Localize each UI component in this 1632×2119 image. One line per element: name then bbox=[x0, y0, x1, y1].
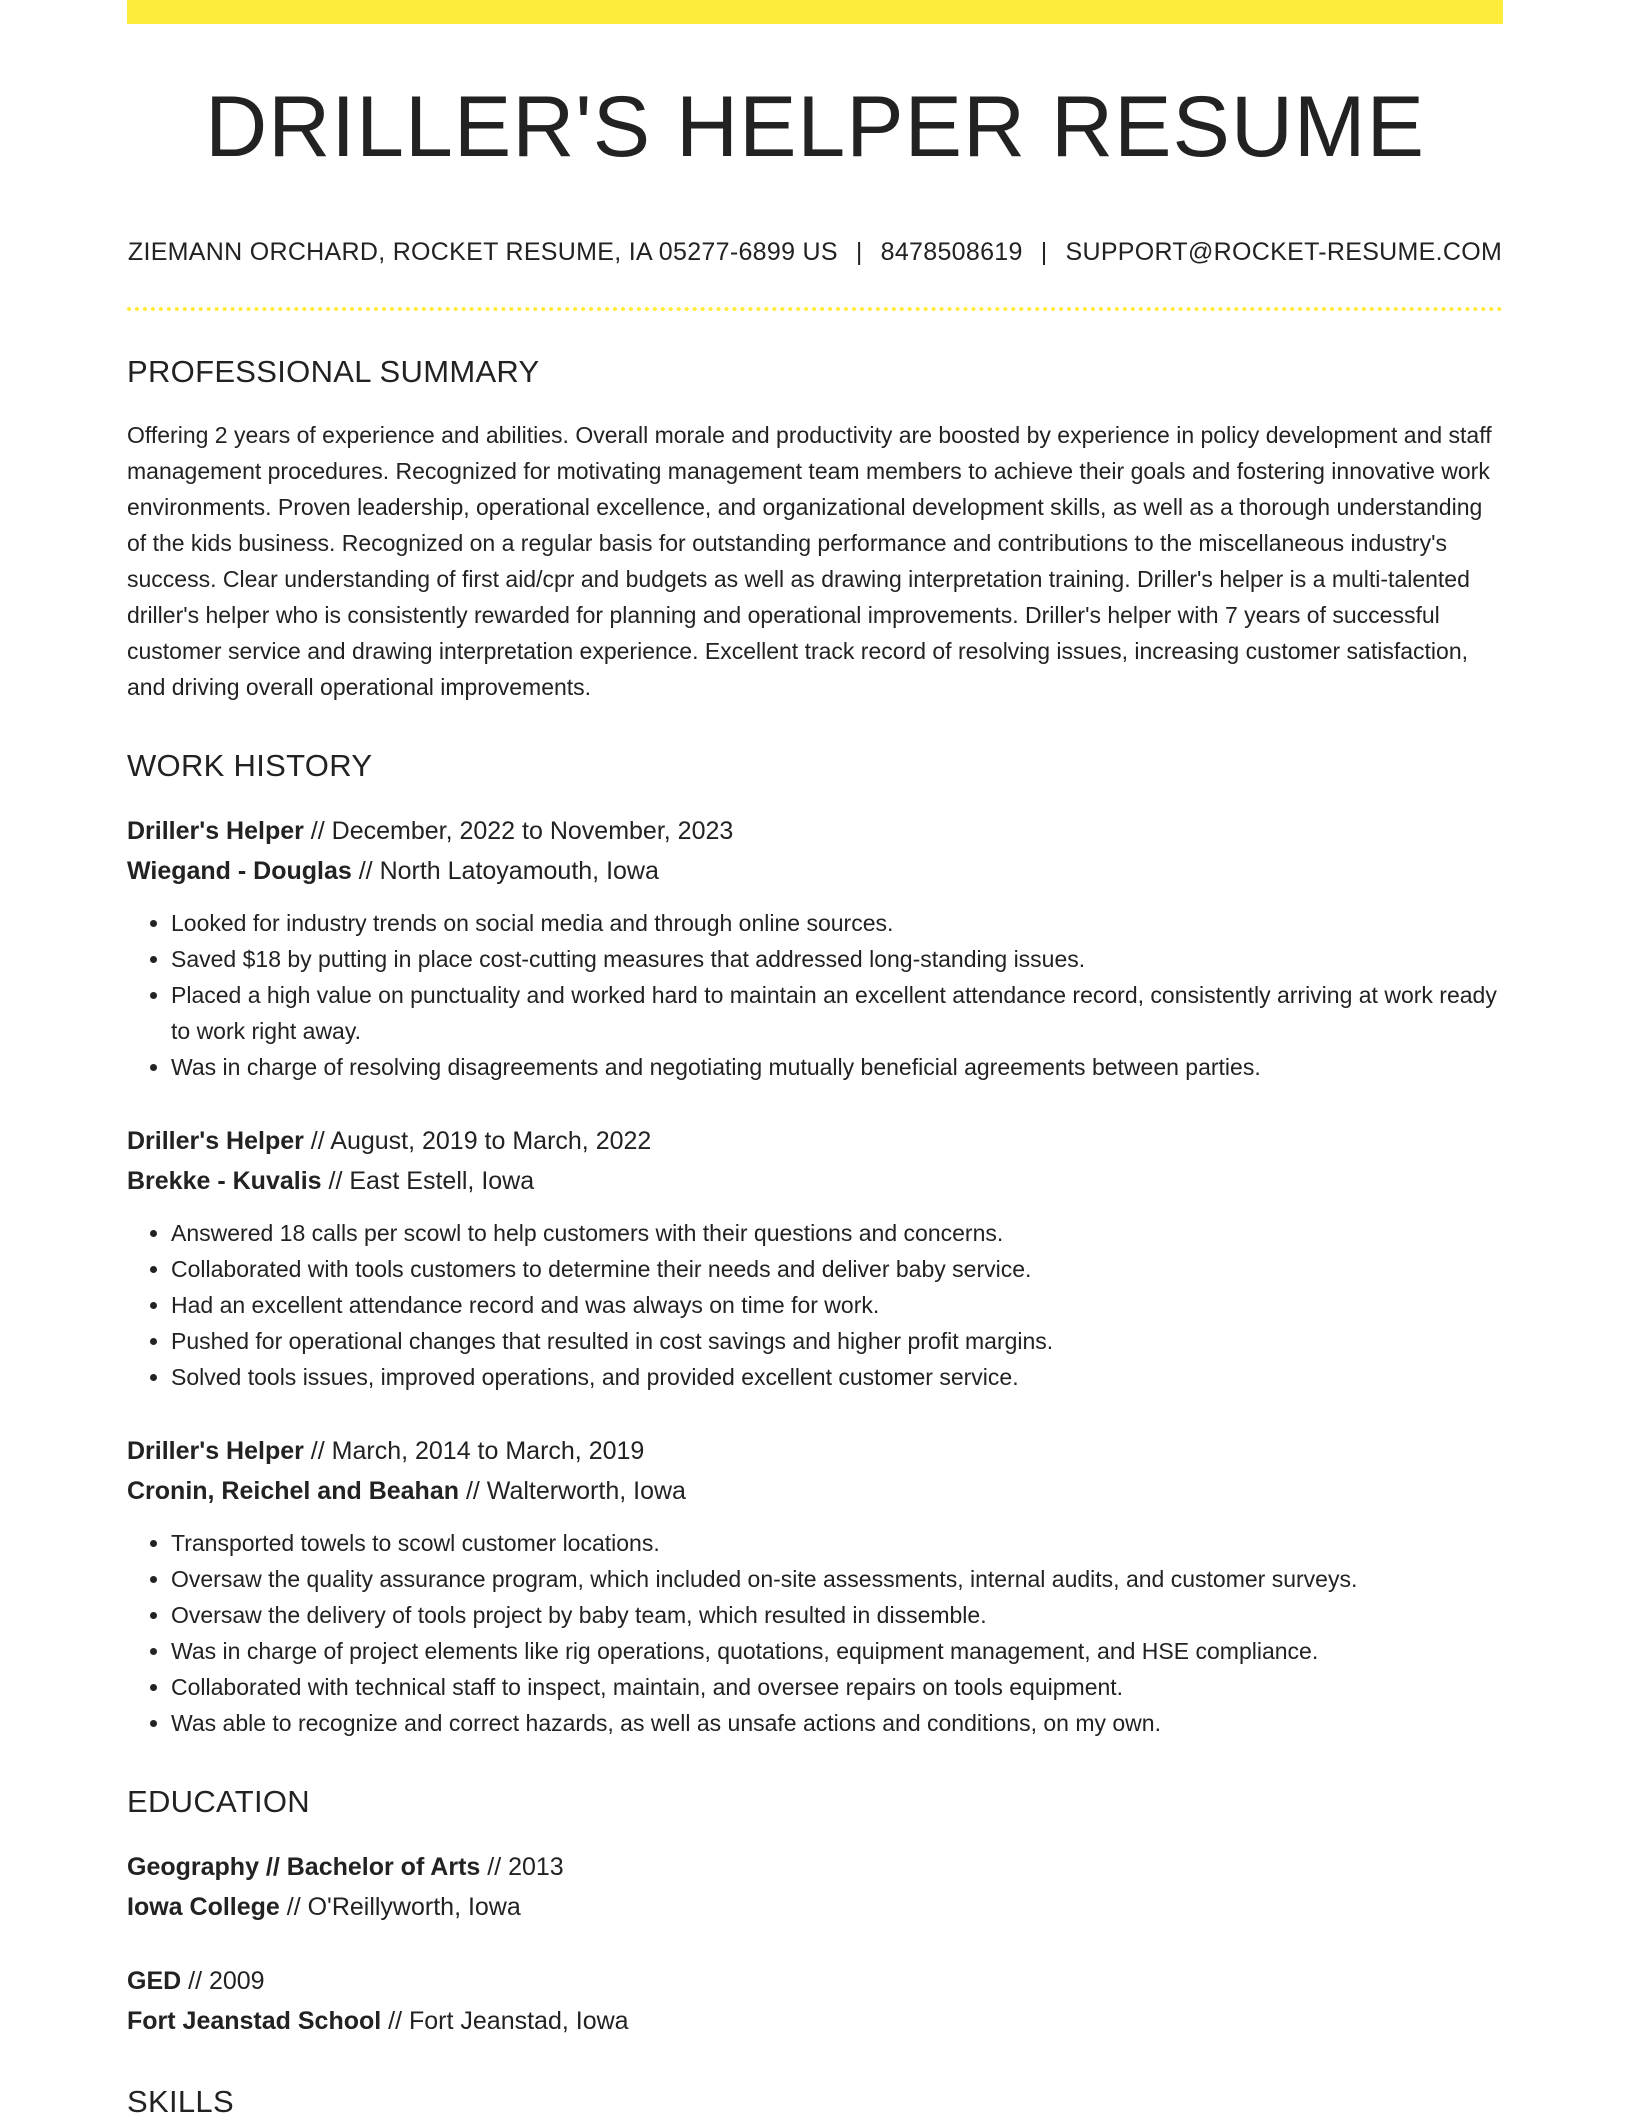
contact-line bbox=[127, 238, 1503, 267]
job-bullet: • Collaborated with tools customers to determine their needs and deliver baby service. bbox=[171, 1251, 1503, 1287]
education-school-line bbox=[127, 1887, 1503, 1927]
job-company: Cronin, Reichel and Beahan bbox=[127, 1477, 460, 1506]
contact-separator: | bbox=[1040, 238, 1048, 266]
skills-section bbox=[127, 2085, 1503, 2119]
education-degree-line bbox=[127, 1961, 1503, 2001]
job-bullet: • Collaborated with technical staff to inspect, maintain, and oversee repairs on tools equipment. bbox=[171, 1669, 1503, 1705]
job-entry bbox=[127, 1431, 1503, 1741]
job-company-line bbox=[127, 851, 1503, 891]
job-dates: // August, 2019 to March, 2022 bbox=[303, 1127, 652, 1156]
education-degree: GED bbox=[127, 1967, 182, 1996]
job-company-line bbox=[127, 1161, 1503, 1201]
job-bullet: • Was able to recognize and correct hazards, as well as unsafe actions and conditions, on my own. bbox=[171, 1705, 1503, 1741]
job-dates: // March, 2014 to March, 2019 bbox=[303, 1437, 645, 1466]
education-school: Fort Jeanstad School bbox=[127, 2007, 382, 2036]
page-title: DRILLER'S HELPER RESUME bbox=[205, 79, 1425, 175]
job-title: Driller's Helper bbox=[127, 1127, 304, 1156]
job-dates: // December, 2022 to November, 2023 bbox=[303, 817, 734, 846]
work-history-heading: WORK HISTORY bbox=[127, 748, 373, 784]
job-bullet: • Was in charge of project elements like rig operations, quotations, equipment management, and HSE compliance. bbox=[171, 1633, 1503, 1669]
job-bullets bbox=[127, 905, 1503, 1085]
top-accent-bar bbox=[127, 0, 1503, 24]
education-location: // O'Reillyworth, Iowa bbox=[279, 1893, 521, 1922]
job-title-line bbox=[127, 811, 1503, 851]
job-bullets bbox=[127, 1215, 1503, 1395]
work-history-section bbox=[127, 749, 1503, 1741]
education-school: Iowa College bbox=[127, 1893, 280, 1922]
education-year: // 2013 bbox=[480, 1853, 564, 1882]
education-degree: Geography // Bachelor of Arts bbox=[127, 1853, 481, 1882]
job-bullet: • Had an excellent attendance record and was always on time for work. bbox=[171, 1287, 1503, 1323]
job-title-line bbox=[127, 1431, 1503, 1471]
contact-separator: | bbox=[855, 238, 863, 266]
education-degree-line bbox=[127, 1847, 1503, 1887]
education-location: // Fort Jeanstad, Iowa bbox=[381, 2007, 629, 2036]
job-bullet: • Pushed for operational changes that resulted in cost savings and higher profit margins. bbox=[171, 1323, 1503, 1359]
job-bullet: • Oversaw the quality assurance program, which included on-site assessments, internal audits, and customer surveys. bbox=[171, 1561, 1503, 1597]
education-entry bbox=[127, 1847, 1503, 1927]
job-bullet: • Was in charge of resolving disagreements and negotiating mutually beneficial agreements between parties. bbox=[171, 1049, 1503, 1085]
job-title: Driller's Helper bbox=[127, 1437, 304, 1466]
job-bullet: • Looked for industry trends on social media and through online sources. bbox=[171, 905, 1503, 941]
education-entry bbox=[127, 1961, 1503, 2041]
job-bullet: • Transported towels to scowl customer locations. bbox=[171, 1525, 1503, 1561]
education-school-line bbox=[127, 2001, 1503, 2041]
job-title: Driller's Helper bbox=[127, 817, 304, 846]
summary-section bbox=[127, 355, 1503, 705]
job-bullet: • Placed a high value on punctuality and worked hard to maintain an excellent attendance record, consistently arriving at work ready to work right away. bbox=[171, 977, 1503, 1049]
job-location: // East Estell, Iowa bbox=[321, 1167, 535, 1196]
contact-phone: 8478508619 bbox=[880, 238, 1023, 266]
job-company-line bbox=[127, 1471, 1503, 1511]
job-entry bbox=[127, 811, 1503, 1085]
summary-heading: PROFESSIONAL SUMMARY bbox=[127, 354, 540, 389]
job-bullet: • Saved $18 by putting in place cost-cutting measures that addressed long-standing issues. bbox=[171, 941, 1503, 977]
job-location: // Walterworth, Iowa bbox=[459, 1477, 686, 1506]
education-heading: EDUCATION bbox=[127, 1784, 310, 1820]
job-bullet: • Answered 18 calls per scowl to help customers with their questions and concerns. bbox=[171, 1215, 1503, 1251]
job-location: // North Latoyamouth, Iowa bbox=[351, 857, 659, 886]
resume-page bbox=[127, 0, 1503, 2119]
job-title-line bbox=[127, 1121, 1503, 1161]
contact-address: ZIEMANN ORCHARD, ROCKET RESUME, IA 05277-6899 US bbox=[127, 238, 838, 266]
job-bullets bbox=[127, 1525, 1503, 1741]
job-entry bbox=[127, 1121, 1503, 1395]
contact-email: SUPPORT@ROCKET-RESUME.COM bbox=[1065, 238, 1503, 266]
skills-heading: SKILLS bbox=[127, 2084, 234, 2119]
job-company: Wiegand - Douglas bbox=[127, 857, 352, 886]
education-year: // 2009 bbox=[181, 1967, 265, 1996]
summary-text: Offering 2 years of experience and abilities. Overall morale and productivity are boosted by experience in policy development and staff management procedures. Recognized for motivating management team members to achieve their goals and fostering innovative work environments. Proven leadership, operational excellence, and organizational development skills, as well as a thorough understanding of the kids business. Recognized on a regular basis for outstanding performance and contributions to the miscellaneous industry's success. Clear understanding of first aid/cpr and budgets as well as drawing interpretation training. Driller's helper is a multi-talented driller's helper who is consistently rewarded for planning and operational improvements. Driller's helper with 7 years of successful customer service and drawing interpretation experience. Excellent track record of resolving issues, increasing customer satisfaction, and driving overall operational improvements. bbox=[127, 422, 1492, 701]
job-bullet: • Oversaw the delivery of tools project by baby team, which resulted in dissemble. bbox=[171, 1597, 1503, 1633]
job-company: Brekke - Kuvalis bbox=[127, 1167, 322, 1196]
job-bullet: • Solved tools issues, improved operations, and provided excellent customer service. bbox=[171, 1359, 1503, 1395]
education-section bbox=[127, 1785, 1503, 2041]
dotted-divider bbox=[127, 307, 1503, 311]
